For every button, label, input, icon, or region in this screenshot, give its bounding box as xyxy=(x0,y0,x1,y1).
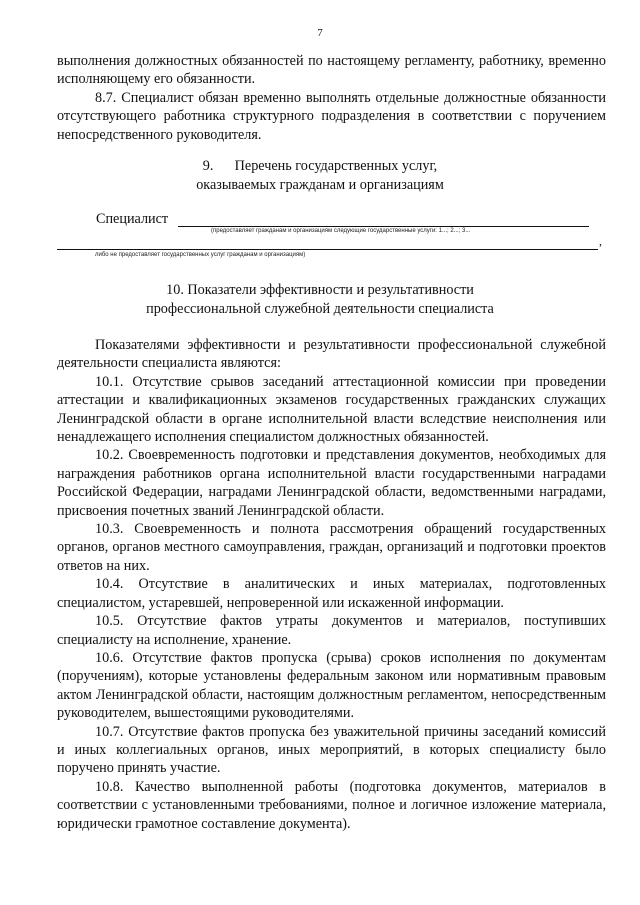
section-9-heading-line2: оказываемых гражданам и организациям xyxy=(196,177,444,193)
indicator-item: 10.8. Качество выполненной работы (подготовка документов, материалов в соответствии с установленными требованиями, полное и логичное изложение материала, юридически грамотное составление документа). xyxy=(57,778,606,832)
section-10-heading-line2: профессиональной служебной деятельности специалиста xyxy=(146,301,494,317)
indicator-item: 10.2. Своевременность подготовки и представления документов, необходимых для награждения работников органа исполнительной власти государственными наградами Российской Федерации, наградами Ленинградской области, ведомственными наградами, присвоения почетных званий Ленинградской области. xyxy=(57,447,606,519)
specialist-fill-line xyxy=(178,226,589,227)
section-10-heading xyxy=(0,281,640,319)
indicator-item: 10.5. Отсутствие фактов утраты документов и материалов, поступивших специалисту на исполнение, хранение. xyxy=(57,613,606,648)
paragraph-8-7: 8.7. Специалист обязан временно выполнять отдельные должностные обязанности отсутствующего работника структурного подразделения в соответствии с поручением непосредственного руководителя. xyxy=(57,89,606,143)
specialist-hint-2: либо не предоставляет государственных услуг гражданам и организациям) xyxy=(95,252,306,258)
line-end-comma: , xyxy=(599,234,602,248)
specialist-fill-line-2 xyxy=(57,249,598,250)
indicators-intro: Показателями эффективности и результативности профессиональной служебной деятельности специалиста являются: xyxy=(57,337,606,372)
indicator-item: 10.7. Отсутствие фактов пропуска без уважительной причины заседаний комиссий и иных коллегиальных органов, иных мероприятий, в которых специалисту было поручено принять участие. xyxy=(57,723,606,777)
top-text-block xyxy=(57,52,606,144)
section-9-heading-line1: 9. Перечень государственных услуг, xyxy=(202,158,438,174)
indicators-text-block xyxy=(57,336,606,833)
section-9-heading xyxy=(0,157,640,195)
indicator-item: 10.3. Своевременность и полнота рассмотрения обращений государственных органов, органов местного самоуправления, граждан, организаций и подготовки проектов ответов на них. xyxy=(57,521,606,574)
indicator-item: 10.4. Отсутствие в аналитических и иных материалах, подготовленных специалистом, устаревшей, непроверенной или искаженной информации. xyxy=(57,576,606,611)
page-number: 7 xyxy=(317,27,323,39)
indicator-item: 10.6. Отсутствие фактов пропуска (срыва) сроков исполнения по документам (поручениям), которые установлены федеральным законом или нормативным правовым актом Ленинградской области, настоящим должностным регламентом, непосредственным руководителем, вышестоящими руководителями. xyxy=(57,649,606,722)
specialist-label: Специалист xyxy=(96,211,169,227)
section-10-heading-line1: 10. Показатели эффективности и результативности xyxy=(166,282,474,298)
paragraph-continuation: выполнения должностных обязанностей по настоящему регламенту, работнику, временно исполняющему его обязанности. xyxy=(57,53,606,88)
indicator-item: 10.1. Отсутствие срывов заседаний аттестационной комиссии при проведении аттестации и квалификационных экзаменов государственных гражданских служащих Ленинградской области в органе исполнительной власти вследствие неисполнения или ненадлежащего исполнения специалистом должностных обязанностей. xyxy=(57,373,606,446)
specialist-hint-1: (предоставляет гражданам и организациям следующие государственные услуги: 1...; 2...; 3... xyxy=(211,228,471,234)
